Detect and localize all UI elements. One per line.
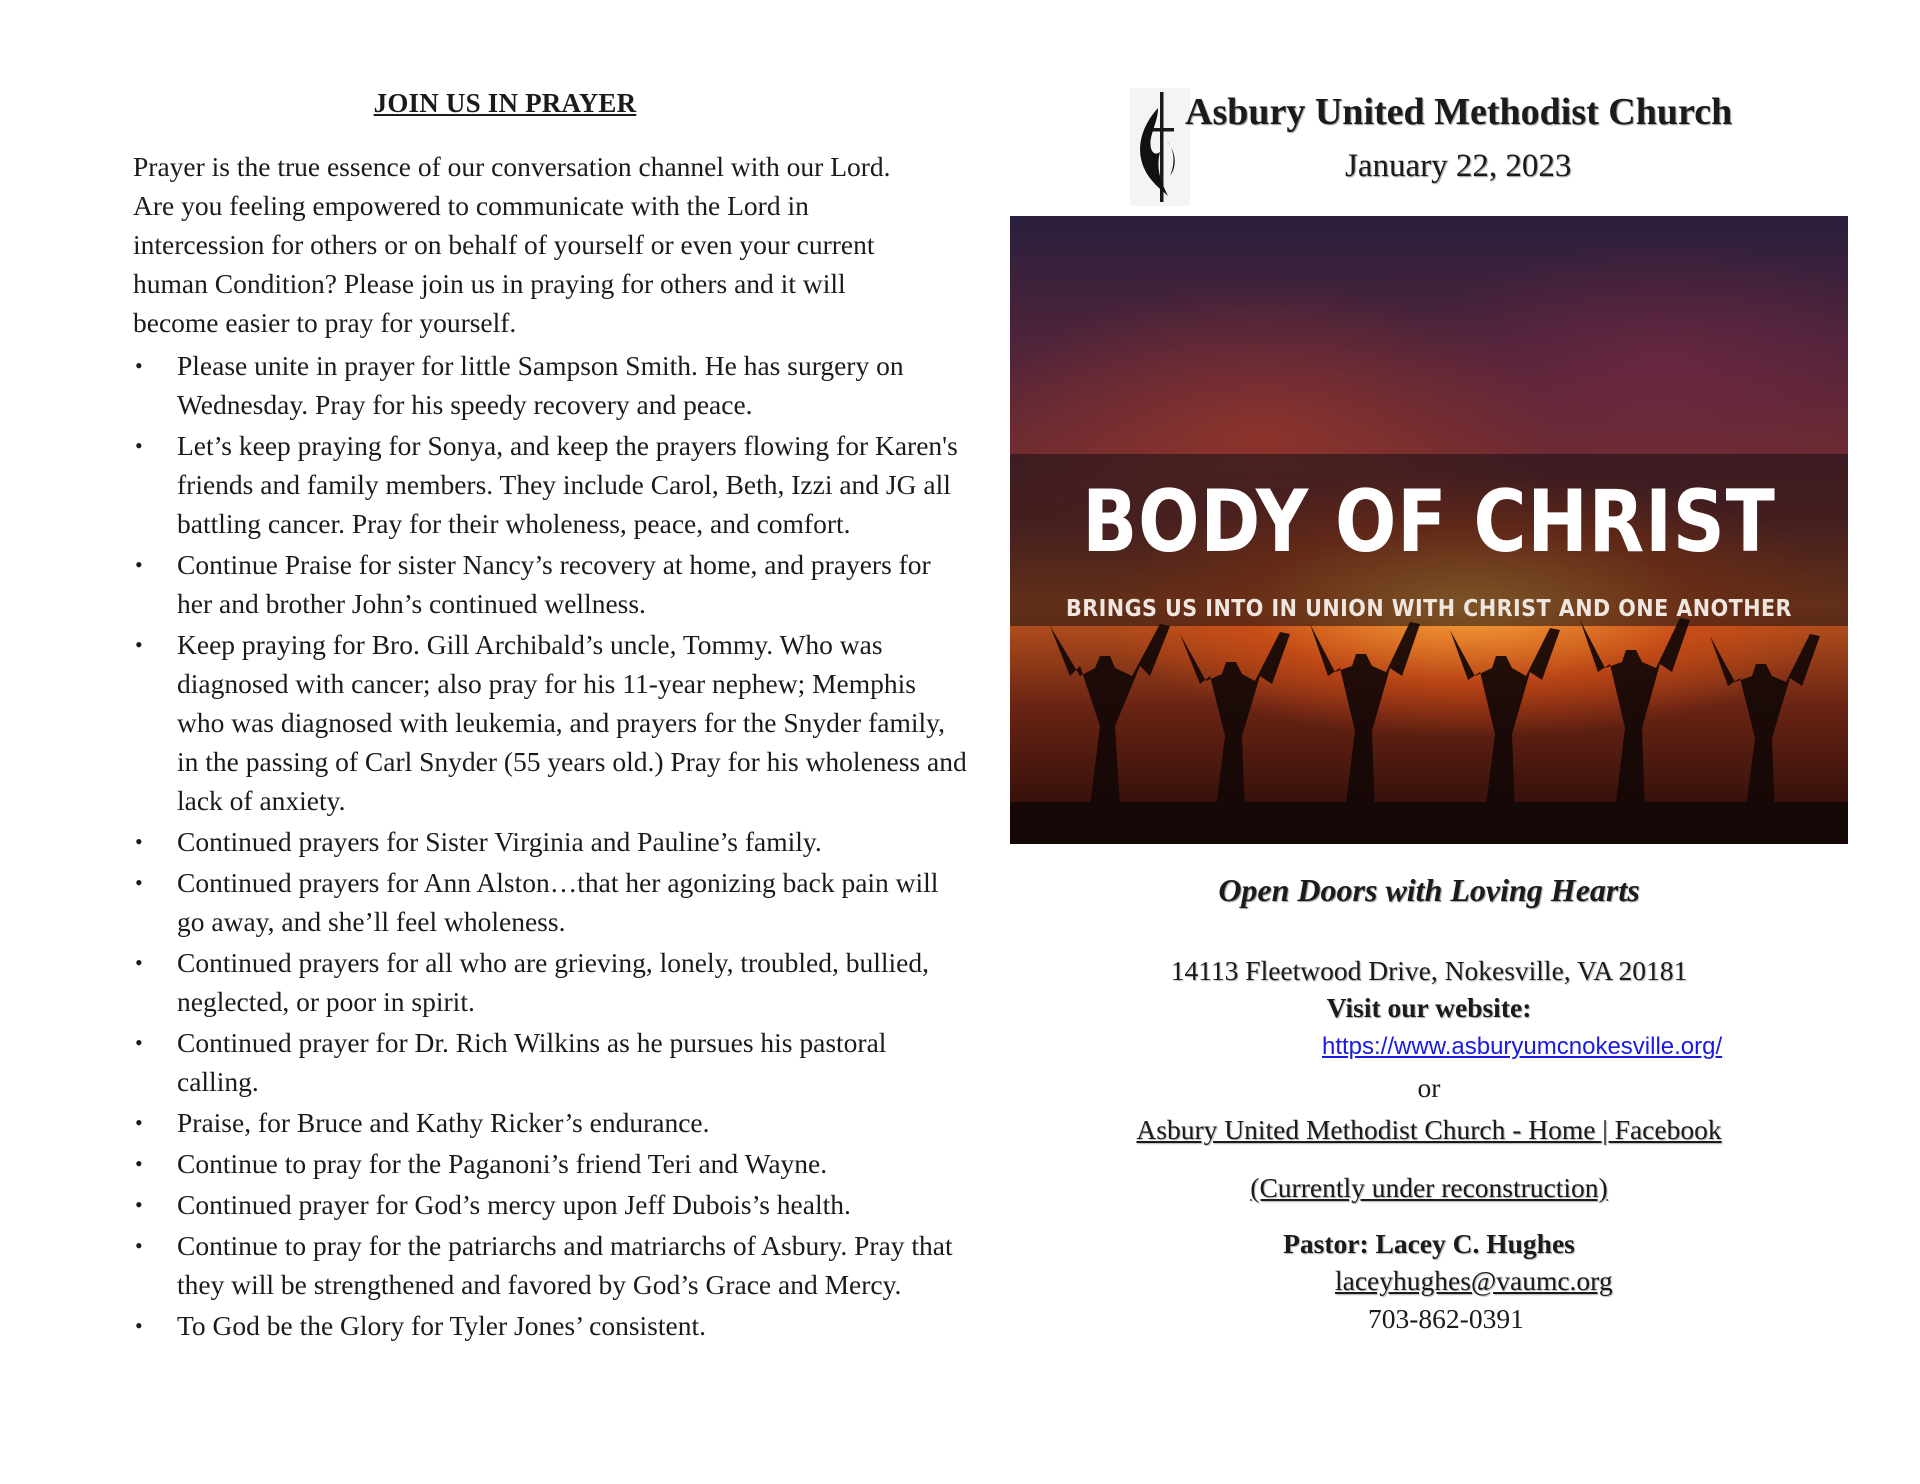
bullet-icon: • [135,1151,143,1176]
prayer-item: • Please unite in prayer for little Sampson Smith. He has surgery on Wednesday. Pray for his speedy recovery and peace. [133,346,967,424]
prayer-item: • Continue to pray for the patriarchs and matriarchs of Asbury. Pray that they will be strengthened and favored by God’s Grace and Mercy. [133,1226,967,1304]
bullet-icon: • [135,1030,143,1055]
pastor-name: Pastor: Lacey C. Hughes [1283,1228,1575,1259]
bulletin-date: January 22, 2023 [1345,148,1572,184]
prayer-item: • Continued prayers for Ann Alston…that her agonizing back pain will go away, and she’ll feel wholeness. [133,863,967,941]
silhouettes-graphic [1010,606,1848,844]
bullet-icon: • [135,950,143,975]
prayer-item: • Continued prayers for all who are grieving, lonely, troubled, bullied, neglected, or poor in spirit. [133,943,967,1021]
bullet-icon: • [135,433,143,458]
banner-subtitle: BRINGS US INTO IN UNION WITH CHRIST AND ONE ANOTHER [1066,596,1792,622]
prayer-item: • Praise, for Bruce and Kathy Ricker’s endurance. [133,1103,967,1142]
or-label: or [1417,1072,1441,1103]
prayer-column [133,88,967,1347]
pastor-phone: 703-862-0391 [1368,1303,1524,1334]
pastor-email-link[interactable]: laceyhughes@vaumc.org [1335,1265,1613,1296]
bullet-icon: • [135,552,143,577]
bullet-icon: • [135,1313,143,1338]
church-address: 14113 Fleetwood Drive, Nokesville, VA 20181 [1170,955,1688,986]
prayer-item: • Continue to pray for the Paganoni’s friend Teri and Wayne. [133,1144,967,1183]
prayer-intro: Prayer is the true essence of our conversation channel with our Lord. Are you feeling empowered to communicate with the Lord in intercession for others or on behalf of yourself or even your current human Condition? Please join us in praying for others and it will become easier to pray for yourself. [133,151,891,338]
prayer-list [133,346,967,1345]
website-link[interactable]: https://www.asburyumcnokesville.org/ [1322,1033,1723,1060]
cross-and-flame-icon [1130,88,1190,206]
bullet-icon: • [135,632,143,657]
bullet-icon: • [135,1233,143,1258]
banner-title: BODY OF CHRIST [1082,472,1776,572]
prayer-item: • Continued prayer for God’s mercy upon Jeff Dubois’s health. [133,1185,967,1224]
visit-website-label: Visit our website: [1326,992,1532,1023]
prayer-item: • Keep praying for Bro. Gill Archibald’s uncle, Tommy. Who was diagnosed with cancer; also pray for his 11-year nephew; Memphis who was diagnosed with leukemia, and prayers for the Snyder family, in the passing of Carl Snyder (55 years old.) Pray for his wholeness and lack of anxiety. [133,625,967,820]
prayer-item: • To God be the Glory for Tyler Jones’ consistent. [133,1306,967,1345]
prayer-heading: JOIN US IN PRAYER [373,88,637,118]
bullet-icon: • [135,1110,143,1135]
bullet-icon: • [135,353,143,378]
facebook-link[interactable]: Asbury United Methodist Church - Home | Facebook [1136,1114,1722,1145]
bullet-icon: • [135,1192,143,1217]
church-motto: Open Doors with Loving Hearts [1218,872,1640,908]
church-name: Asbury United Methodist Church [1185,91,1733,133]
prayer-item: • Continue Praise for sister Nancy’s recovery at home, and prayers for her and brother John’s continued wellness. [133,545,967,623]
prayer-item: • Continued prayer for Dr. Rich Wilkins as he pursues his pastoral calling. [133,1023,967,1101]
bullet-icon: • [135,870,143,895]
prayer-item: • Continued prayers for Sister Virginia and Pauline’s family. [133,822,967,861]
reconstruction-note: (Currently under reconstruction) [1250,1172,1608,1203]
prayer-item: • Let’s keep praying for Sonya, and keep the prayers flowing for Karen's friends and family members. They include Carol, Beth, Izzi and JG all battling cancer. Pray for their wholeness, peace, and comfort. [133,426,967,543]
body-of-christ-banner [1010,216,1848,844]
bullet-icon: • [135,829,143,854]
